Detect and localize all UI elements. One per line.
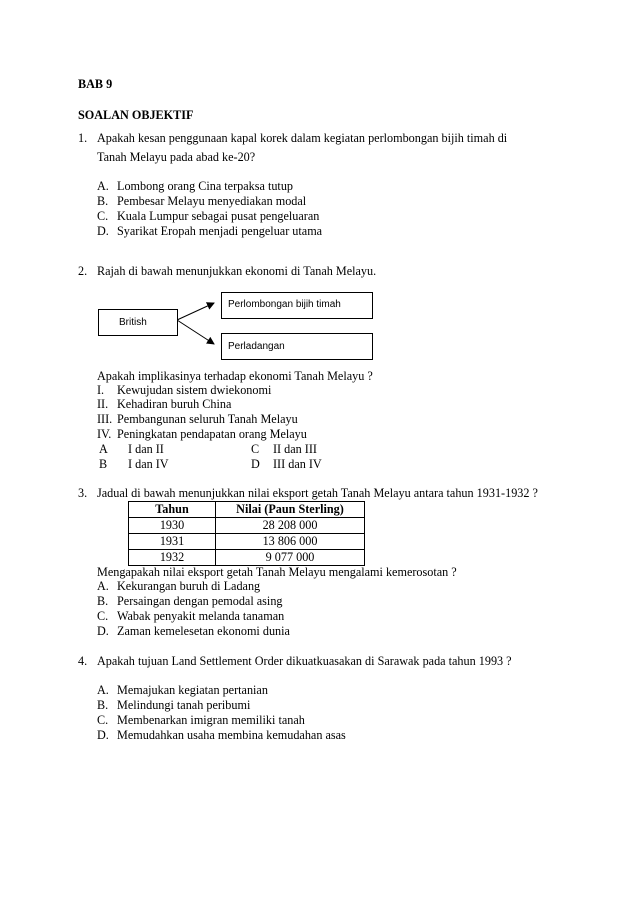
question-number: 3. [78,486,88,500]
answer-letter: C [251,442,260,456]
question-number: 2. [78,264,88,278]
table-row [129,534,365,550]
option-letter: C. [97,209,109,223]
statement-text: Peningkatan pendapatan orang Melayu [117,427,307,441]
option-text: Memudahkan usaha membina kemudahan asas [117,728,346,742]
question-text: Tanah Melayu pada abad ke-20? [97,150,256,164]
table-header-row [129,502,365,518]
option-text: Memajukan kegiatan pertanian [117,683,268,697]
option-letter: A. [97,579,109,593]
option-text: Zaman kemelesetan ekonomi dunia [117,624,290,638]
diagram-label: Perladangan [228,341,285,352]
option-text: Wabak penyakit melanda tanaman [117,609,285,623]
question-text: Rajah di bawah menunjukkan ekonomi di Tanah Melayu. [97,264,377,278]
answer-text: I dan IV [128,457,169,471]
answer-letter: B [99,457,108,471]
table-header: Tahun [129,502,216,518]
question-text: Apakah implikasinya terhadap ekonomi Tanah Melayu ? [97,369,373,383]
table-cell: 1931 [129,534,216,550]
option-letter: B. [97,698,109,712]
option-letter: B. [97,194,109,208]
option-text: Melindungi tanah peribumi [117,698,251,712]
statement-roman: III. [97,412,113,426]
option-text: Kekurangan buruh di Ladang [117,579,261,593]
section-title: SOALAN OBJEKTIF [78,108,194,122]
statement-text: Kewujudan sistem dwiekonomi [117,383,272,397]
statement-roman: IV. [97,427,112,441]
option-letter: A. [97,683,109,697]
question-text: Apakah kesan penggunaan kapal korek dalam kegiatan perlombongan bijih timah di [97,131,508,145]
option-text: Syarikat Eropah menjadi pengeluar utama [117,224,323,238]
option-letter: B. [97,594,109,608]
export-table [128,501,365,566]
option-letter: C. [97,713,109,727]
answer-letter: D [251,457,260,471]
question-number: 4. [78,654,88,668]
answer-text: III dan IV [273,457,322,471]
diagram-box-mining [221,292,373,319]
option-text: Lombong orang Cina terpaksa tutup [117,179,294,193]
question-text: Mengapakah nilai eksport getah Tanah Melayu mengalami kemerosotan ? [97,565,457,579]
diagram-label: British [119,317,147,328]
option-text: Pembesar Melayu menyediakan modal [117,194,307,208]
answer-text: I dan II [128,442,164,456]
diagram-label: Perlombongan bijih timah [228,299,341,310]
table-row [129,518,365,534]
question-text: Jadual di bawah menunjukkan nilai eksport getah Tanah Melayu antara tahun 1931-1932 ? [97,486,538,500]
table-row [129,550,365,566]
statement-text: Kehadiran buruh China [117,397,232,411]
option-letter: A. [97,179,109,193]
chapter-title: BAB 9 [78,77,113,91]
answer-letter: A [99,442,108,456]
option-letter: D. [97,224,109,238]
option-letter: D. [97,624,109,638]
table-cell: 28 208 000 [216,518,365,534]
answer-text: II dan III [273,442,317,456]
option-text: Kuala Lumpur sebagai pusat pengeluaran [117,209,320,223]
table-cell: 1930 [129,518,216,534]
table-cell: 9 077 000 [216,550,365,566]
option-text: Persaingan dengan pemodal asing [117,594,283,608]
statement-roman: I. [97,383,105,397]
question-text: Apakah tujuan Land Settlement Order dikuatkuasakan di Sarawak pada tahun 1993 ? [97,654,512,668]
option-letter: C. [97,609,109,623]
statement-text: Pembangunan seluruh Tanah Melayu [117,412,298,426]
option-letter: D. [97,728,109,742]
statement-roman: II. [97,397,109,411]
table-cell: 1932 [129,550,216,566]
diagram-box-plantation [221,333,373,360]
option-text: Membenarkan imigran memiliki tanah [117,713,305,727]
diagram-box-british [98,309,178,336]
table-header: Nilai (Paun Sterling) [216,502,365,518]
table-cell: 13 806 000 [216,534,365,550]
question-number: 1. [78,131,88,145]
